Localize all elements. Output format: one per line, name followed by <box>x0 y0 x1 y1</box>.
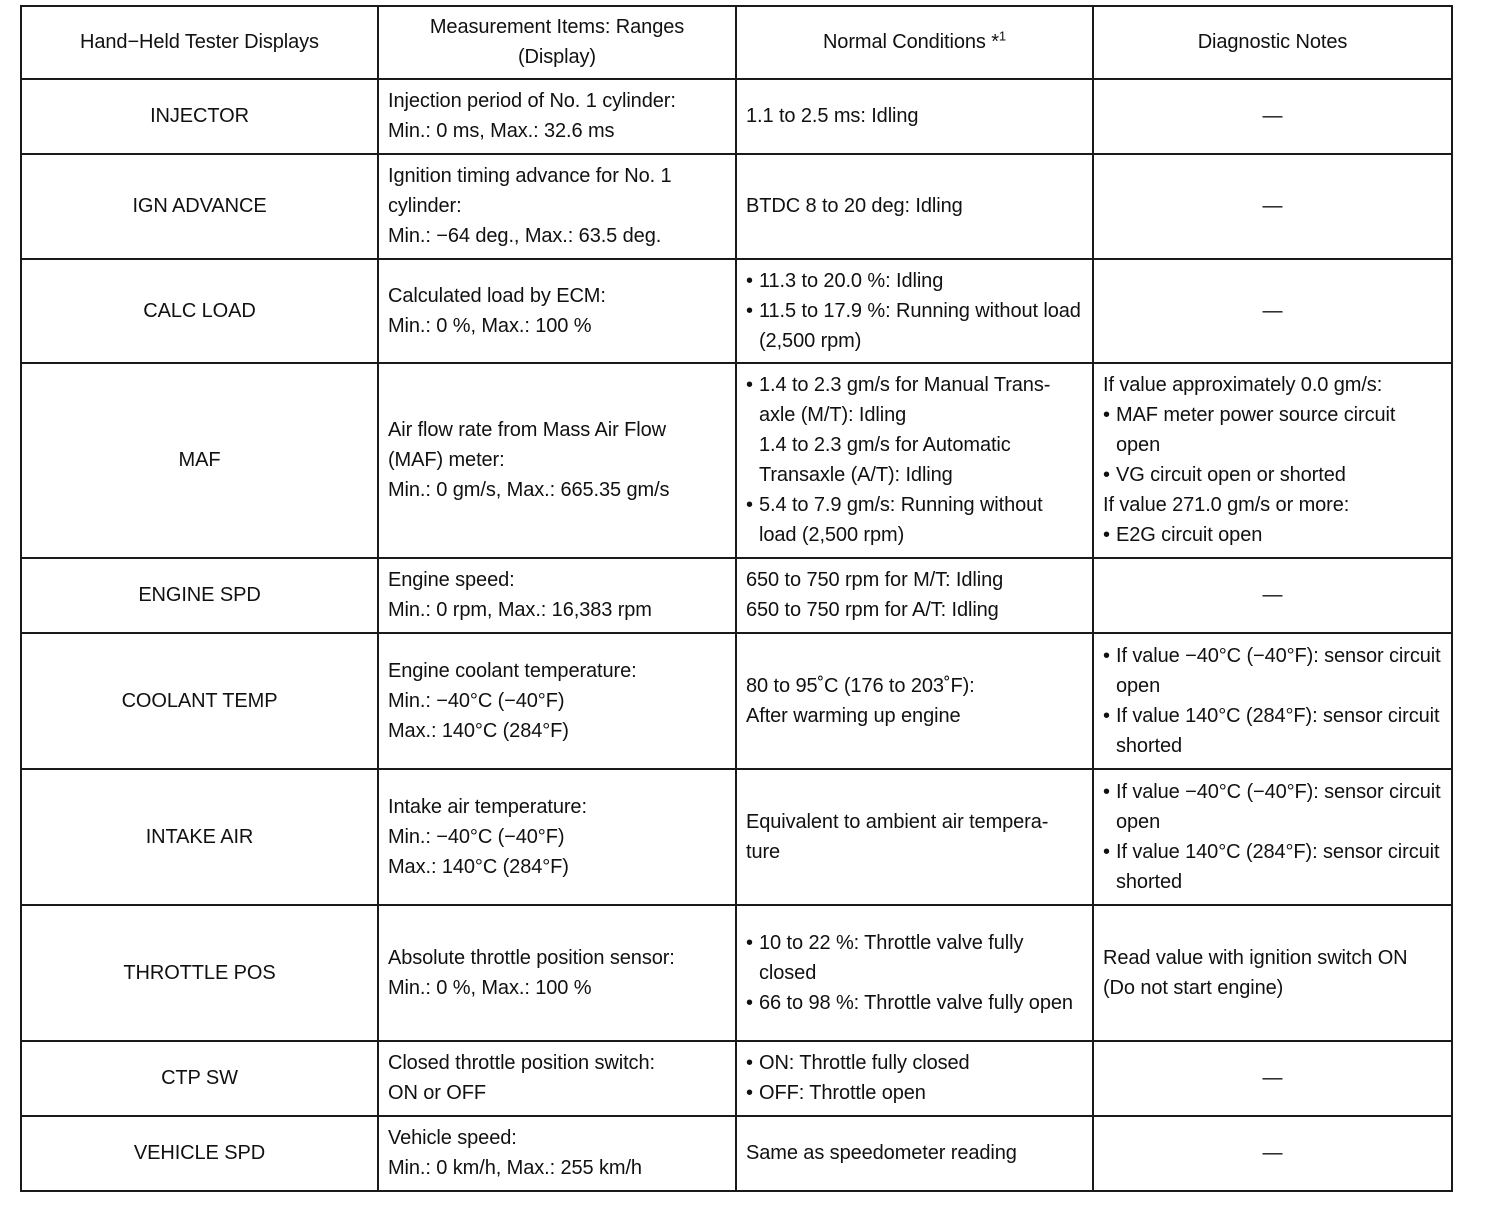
diagnostic-note-cell: — <box>1093 259 1452 363</box>
normal-bullet: • 11.3 to 20.0 %: Idling <box>746 266 1083 296</box>
normal-line: 1.1 to 2.5 ms: Idling <box>746 105 919 127</box>
tester-display-cell: VEHICLE SPD <box>21 1116 378 1191</box>
measurement-cell <box>378 1041 736 1116</box>
normal-line: ture <box>746 840 781 863</box>
normal-line: After warming up engine <box>746 704 961 727</box>
note-bullet: • If value −40°C (−40°F): sensor circuit open <box>1103 641 1442 701</box>
measurement-cell <box>378 558 736 633</box>
normal-line: 650 to 750 rpm for A/T: Idling <box>746 599 999 621</box>
normal-condition-cell <box>736 79 1093 154</box>
table-row <box>21 558 1452 633</box>
diagnostic-note-cell: — <box>1093 1041 1452 1116</box>
header-measurement-line: Measurement Items: Ranges <box>429 16 685 38</box>
tester-display-cell: INJECTOR <box>21 79 378 154</box>
measurement-line: Intake air temperature: <box>388 795 587 818</box>
normal-condition-cell <box>736 769 1093 905</box>
table-row <box>21 363 1452 558</box>
diagnostic-note-cell: — <box>1093 558 1452 633</box>
measurement-line: Min.: 0 %, Max.: 100 % <box>388 976 592 999</box>
measurement-cell <box>378 905 736 1041</box>
normal-condition-cell <box>736 154 1093 259</box>
measurement-line: Min.: 0 %, Max.: 100 % <box>388 314 592 337</box>
table-row <box>21 1041 1452 1116</box>
normal-line: 650 to 750 rpm for M/T: Idling <box>746 569 1004 591</box>
header-measurement-items <box>378 6 736 79</box>
normal-bullet: • ON: Throttle fully closed <box>746 1048 1083 1078</box>
header-measurement-line: (Display) <box>518 46 596 68</box>
diagnostic-note-cell: — <box>1093 154 1452 259</box>
measurement-line: Engine coolant temperature: <box>388 659 637 682</box>
header-tester-displays: Hand−Held Tester Displays <box>21 6 378 79</box>
measurement-cell <box>378 769 736 905</box>
measurement-cell <box>378 1116 736 1191</box>
normal-bullet: • 10 to 22 %: Throttle valve fully closed <box>746 928 1083 988</box>
tester-display-cell: MAF <box>21 363 378 558</box>
note-bullet: • VG circuit open or shorted <box>1103 460 1442 490</box>
measurement-line: Min.: 0 gm/s, Max.: 665.35 gm/s <box>388 479 670 501</box>
normal-bullet: • OFF: Throttle open <box>746 1078 1083 1108</box>
footnote-marker: 1 <box>998 28 1007 44</box>
measurement-cell <box>378 79 736 154</box>
tester-display-cell: THROTTLE POS <box>21 905 378 1041</box>
tester-display-cell: CALC LOAD <box>21 259 378 363</box>
note-line: Read value with ignition switch ON <box>1103 946 1408 969</box>
measurement-cell <box>378 154 736 259</box>
normal-condition-cell <box>736 905 1093 1041</box>
measurement-line: Vehicle speed: <box>388 1127 517 1149</box>
measurement-cell <box>378 259 736 363</box>
header-normal-label: Normal Conditions * <box>822 31 999 53</box>
data-list-table <box>20 5 1453 1192</box>
diagnostic-note-cell <box>1093 905 1452 1041</box>
measurement-line: ON or OFF <box>388 1082 486 1104</box>
normal-bullet: • 5.4 to 7.9 gm/s: Running without load (2,500 rpm) <box>746 490 1083 550</box>
table-header-row <box>21 6 1452 79</box>
measurement-line: Engine speed: <box>388 569 515 591</box>
normal-line: Same as speedometer reading <box>746 1142 1017 1164</box>
measurement-cell <box>378 363 736 558</box>
measurement-line: Min.: 0 ms, Max.: 32.6 ms <box>388 120 615 142</box>
normal-line: 80 to 95˚C (176 to 203˚F): <box>746 674 975 697</box>
note-intro: If value 271.0 gm/s or more: <box>1103 494 1350 516</box>
table-row <box>21 79 1452 154</box>
measurement-line: Absolute throttle position sensor: <box>388 946 675 969</box>
table-row <box>21 905 1452 1041</box>
table-row <box>21 1116 1452 1191</box>
measurement-line: Min.: −40°C (−40°F) <box>388 689 565 712</box>
tester-display-cell: IGN ADVANCE <box>21 154 378 259</box>
note-bullet: • If value −40°C (−40°F): sensor circuit open <box>1103 777 1442 837</box>
header-diagnostic-notes: Diagnostic Notes <box>1093 6 1452 79</box>
measurement-line: Ignition timing advance for No. 1 <box>388 165 672 187</box>
measurement-line: Min.: −64 deg., Max.: 63.5 deg. <box>388 225 662 247</box>
diagnostic-note-cell: — <box>1093 1116 1452 1191</box>
diagnostic-note-cell <box>1093 769 1452 905</box>
tester-display-cell: CTP SW <box>21 1041 378 1116</box>
note-bullet: • If value 140°C (284°F): sensor circuit shorted <box>1103 837 1442 897</box>
normal-bullet: • 1.4 to 2.3 gm/s for Manual Trans-axle (M/T): Idling <box>746 370 1083 430</box>
note-bullet: • E2G circuit open <box>1103 520 1442 550</box>
measurement-line: Min.: 0 km/h, Max.: 255 km/h <box>388 1157 642 1179</box>
measurement-line: Max.: 140°C (284°F) <box>388 719 569 742</box>
measurement-line: cylinder: <box>388 195 462 217</box>
normal-condition-cell <box>736 259 1093 363</box>
normal-condition-cell <box>736 558 1093 633</box>
measurement-line: Max.: 140°C (284°F) <box>388 855 569 878</box>
table-row <box>21 259 1452 363</box>
normal-condition-cell <box>736 363 1093 558</box>
tester-display-cell: INTAKE AIR <box>21 769 378 905</box>
table-row <box>21 633 1452 769</box>
normal-line: BTDC 8 to 20 deg: Idling <box>746 195 963 217</box>
diagnostic-note-cell <box>1093 363 1452 558</box>
measurement-line: (MAF) meter: <box>388 449 505 471</box>
table-row <box>21 769 1452 905</box>
note-bullet: • If value 140°C (284°F): sensor circuit shorted <box>1103 701 1442 761</box>
diagnostic-note-cell <box>1093 633 1452 769</box>
note-intro: If value approximately 0.0 gm/s: <box>1103 374 1383 396</box>
normal-bullet-continuation: 1.4 to 2.3 gm/s for Automatic Transaxle (A/T): Idling <box>759 434 1011 486</box>
measurement-line: Min.: −40°C (−40°F) <box>388 825 565 848</box>
tester-display-cell: ENGINE SPD <box>21 558 378 633</box>
measurement-line: Air flow rate from Mass Air Flow <box>388 419 666 441</box>
normal-condition-cell <box>736 633 1093 769</box>
normal-bullet: • 11.5 to 17.9 %: Running without load (2,500 rpm) <box>746 296 1083 356</box>
note-bullet: • MAF meter power source circuit open <box>1103 400 1442 460</box>
tester-display-cell: COOLANT TEMP <box>21 633 378 769</box>
measurement-cell <box>378 633 736 769</box>
header-normal-conditions <box>736 6 1093 79</box>
normal-line: Equivalent to ambient air tempera- <box>746 810 1049 833</box>
measurement-line: Min.: 0 rpm, Max.: 16,383 rpm <box>388 599 652 621</box>
table-row <box>21 154 1452 259</box>
measurement-line: Injection period of No. 1 cylinder: <box>388 90 676 112</box>
measurement-line: Closed throttle position switch: <box>388 1052 655 1074</box>
diagnostic-note-cell: — <box>1093 79 1452 154</box>
normal-condition-cell <box>736 1041 1093 1116</box>
normal-bullet: • 66 to 98 %: Throttle valve fully open <box>746 988 1083 1018</box>
note-line: (Do not start engine) <box>1103 976 1284 999</box>
normal-condition-cell <box>736 1116 1093 1191</box>
measurement-line: Calculated load by ECM: <box>388 284 606 307</box>
